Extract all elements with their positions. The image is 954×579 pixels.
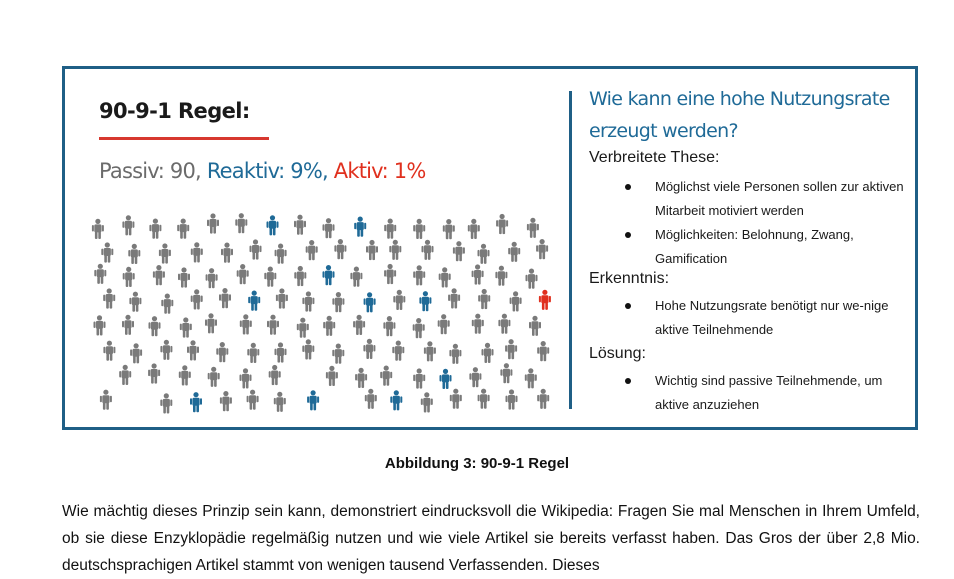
person-icon-reactive <box>190 392 202 412</box>
section-label-loesung: Lösung: <box>589 345 646 362</box>
person-icon-passive <box>187 340 199 360</box>
person-icon-passive <box>294 266 306 286</box>
person-icon-passive <box>389 240 401 260</box>
person-icon-passive <box>160 393 172 413</box>
person-icon-passive <box>495 266 507 286</box>
person-icon-passive <box>247 343 259 363</box>
person-icon-passive <box>527 218 539 238</box>
person-icon-passive <box>274 392 286 412</box>
person-icon-passive <box>297 318 309 338</box>
person-icon-passive <box>219 288 231 308</box>
person-icon-reactive <box>440 369 452 389</box>
bullet-dot <box>625 303 631 309</box>
person-icon-passive <box>443 219 455 239</box>
person-icon-passive <box>326 366 338 386</box>
person-icon-passive <box>353 315 365 335</box>
person-icon-passive <box>537 389 549 409</box>
person-icon-passive <box>221 243 233 263</box>
bullet-dot <box>625 378 631 384</box>
person-icon-reactive <box>354 217 366 237</box>
person-icon-passive <box>384 264 396 284</box>
column-divider <box>569 91 572 409</box>
person-icon-passive <box>276 288 288 308</box>
bullet-item <box>617 294 907 342</box>
person-icon-passive <box>103 341 115 361</box>
bullet-item <box>617 175 907 223</box>
person-icon-passive <box>178 267 190 287</box>
person-icon-passive <box>240 368 252 388</box>
rule-title: 90-9-1 Regel: <box>99 99 250 123</box>
person-icon-passive <box>450 389 462 409</box>
person-icon-passive <box>510 291 522 311</box>
person-icon-passive <box>438 314 450 334</box>
question-heading: Wie kann eine hohe Nutzungsrate erzeugt werden? <box>589 88 890 142</box>
person-icon-passive <box>119 365 131 385</box>
person-icon-passive <box>149 219 161 239</box>
person-icon-passive <box>439 267 451 287</box>
person-icon-passive <box>332 344 344 364</box>
person-icon-passive <box>537 341 549 361</box>
person-icon-passive <box>380 366 392 386</box>
bullet-text: Hohe Nutzungsrate benötigt nur we-nige aktive Teilnehmende <box>655 298 889 337</box>
person-icon-passive <box>478 389 490 409</box>
person-icon-passive <box>207 213 219 233</box>
person-icon-passive <box>366 240 378 260</box>
person-icon-passive <box>149 316 161 336</box>
person-icon-passive <box>191 289 203 309</box>
person-icon-passive <box>383 316 395 336</box>
person-icon-reactive <box>364 292 376 312</box>
person-icon-passive <box>472 314 484 334</box>
bullet-dot <box>625 184 631 190</box>
person-icon-passive <box>179 365 191 385</box>
person-icon-passive <box>350 267 362 287</box>
person-icon-passive <box>536 239 548 259</box>
person-icon-passive <box>478 289 490 309</box>
people-illustration <box>85 209 555 414</box>
person-icon-passive <box>240 314 252 334</box>
person-icon-passive <box>128 244 140 264</box>
person-icon-passive <box>205 313 217 333</box>
person-icon-passive <box>129 292 141 312</box>
person-icon-passive <box>508 242 520 262</box>
person-icon-passive <box>469 367 481 387</box>
person-icon-passive <box>505 339 517 359</box>
person-icon-passive <box>449 344 461 364</box>
person-icon-passive <box>206 268 218 288</box>
person-icon-reactive <box>267 215 279 235</box>
person-icon-passive <box>482 343 494 363</box>
person-icon-reactive <box>323 265 335 285</box>
person-icon-passive <box>160 340 172 360</box>
bullet-dot <box>625 232 631 238</box>
person-icon-passive <box>177 219 189 239</box>
person-icon-passive <box>526 269 538 289</box>
figure-frame <box>62 66 918 430</box>
person-icon-passive <box>237 264 249 284</box>
person-icon-passive <box>101 242 113 262</box>
person-icon-passive <box>247 390 259 410</box>
person-icon-passive <box>421 392 433 412</box>
person-icon-passive <box>393 290 405 310</box>
person-icon-passive <box>161 294 173 314</box>
bullet-text: Möglichst viele Personen sollen zur aktiven Mitarbeit motiviert werden <box>655 179 904 218</box>
section-label-erkenntnis: Erkenntnis: <box>589 270 670 287</box>
person-icon-passive <box>269 365 281 385</box>
person-icon-passive <box>220 391 232 411</box>
person-icon-passive <box>122 315 134 335</box>
person-icon-passive <box>250 239 262 259</box>
person-icon-passive <box>302 291 314 311</box>
person-icon-passive <box>130 343 142 363</box>
person-icon-reactive <box>390 390 402 410</box>
person-icon-reactive <box>307 390 319 410</box>
person-icon-active <box>539 290 551 310</box>
person-icon-passive <box>365 389 377 409</box>
person-icon-passive <box>306 240 318 260</box>
bullet-item <box>617 223 907 271</box>
person-icon-passive <box>216 342 228 362</box>
bullet-text: Wichtig sind passive Teilnehmende, um aktive anzuziehen <box>655 373 883 412</box>
bullet-list-loesung <box>617 369 907 417</box>
person-icon-passive <box>413 265 425 285</box>
bullet-list-these <box>617 175 907 271</box>
person-icon-reactive <box>419 291 431 311</box>
person-icon-passive <box>191 242 203 262</box>
person-icon-passive <box>180 317 192 337</box>
ratio-reactive: Reaktiv: 9%, <box>206 159 334 183</box>
person-icon-passive <box>355 368 367 388</box>
body-paragraph: Wie mächtig dieses Prinzip sein kann, demonstriert eindrucksvoll die Wikipedia: Fragen Sie mal Menschen in Ihrem Umfeld, ob sie diese Enzyklopädie regelmäßig nutzen und wie viele Artikel sie bereits verfasst haben. Das Gros der über 2,8 Mio. deutschsprachigen Artikel stammt von wenigen tausend Verfassenden. Dieses <box>62 503 920 574</box>
person-icon-passive <box>323 316 335 336</box>
person-icon-passive <box>413 368 425 388</box>
person-icon-passive <box>235 213 247 233</box>
person-icon-passive <box>332 292 344 312</box>
person-icon-passive <box>94 315 106 335</box>
person-icon-passive <box>472 264 484 284</box>
person-icon-passive <box>100 390 112 410</box>
person-icon-passive <box>422 240 434 260</box>
person-icon-passive <box>424 341 436 361</box>
person-icon-passive <box>153 265 165 285</box>
person-icon-passive <box>468 219 480 239</box>
person-icon-passive <box>92 219 104 239</box>
person-icon-passive <box>506 389 518 409</box>
person-icon-passive <box>363 339 375 359</box>
person-icon-passive <box>148 363 160 383</box>
ratio-active: Aktiv: 1% <box>333 159 426 183</box>
person-icon-passive <box>159 243 171 263</box>
person-icon-passive <box>478 244 490 264</box>
person-icon-passive <box>123 267 135 287</box>
person-icon-reactive <box>248 291 260 311</box>
person-icon-passive <box>334 239 346 259</box>
bullet-item <box>617 369 907 417</box>
person-icon-passive <box>275 342 287 362</box>
section-label-these: Verbreitete These: <box>589 149 720 166</box>
person-icon-passive <box>103 288 115 308</box>
bullet-text: Möglichkeiten: Belohnung, Zwang, Gamification <box>655 227 854 266</box>
person-icon-passive <box>525 368 537 388</box>
person-icon-passive <box>413 318 425 338</box>
person-icon-passive <box>294 215 306 235</box>
person-icon-passive <box>264 267 276 287</box>
bullet-list-erkenntnis <box>617 294 907 342</box>
person-icon-passive <box>323 218 335 238</box>
person-icon-passive <box>275 244 287 264</box>
person-icon-passive <box>392 341 404 361</box>
person-icon-passive <box>500 363 512 383</box>
person-icon-passive <box>453 241 465 261</box>
person-icon-passive <box>496 214 508 234</box>
person-icon-passive <box>94 264 106 284</box>
ratio-line <box>99 159 426 183</box>
person-icon-passive <box>448 288 460 308</box>
person-icon-passive <box>267 315 279 335</box>
person-icon-passive <box>529 316 541 336</box>
person-icon-passive <box>413 219 425 239</box>
person-icon-passive <box>208 367 220 387</box>
person-icon-passive <box>122 215 134 235</box>
figure-caption: Abbildung 3: 90-9-1 Regel <box>384 455 570 472</box>
title-underline <box>99 137 269 140</box>
ratio-passive: Passiv: 90, <box>99 159 207 183</box>
person-icon-passive <box>498 314 510 334</box>
person-icon-passive <box>384 219 396 239</box>
person-icon-passive <box>302 339 314 359</box>
